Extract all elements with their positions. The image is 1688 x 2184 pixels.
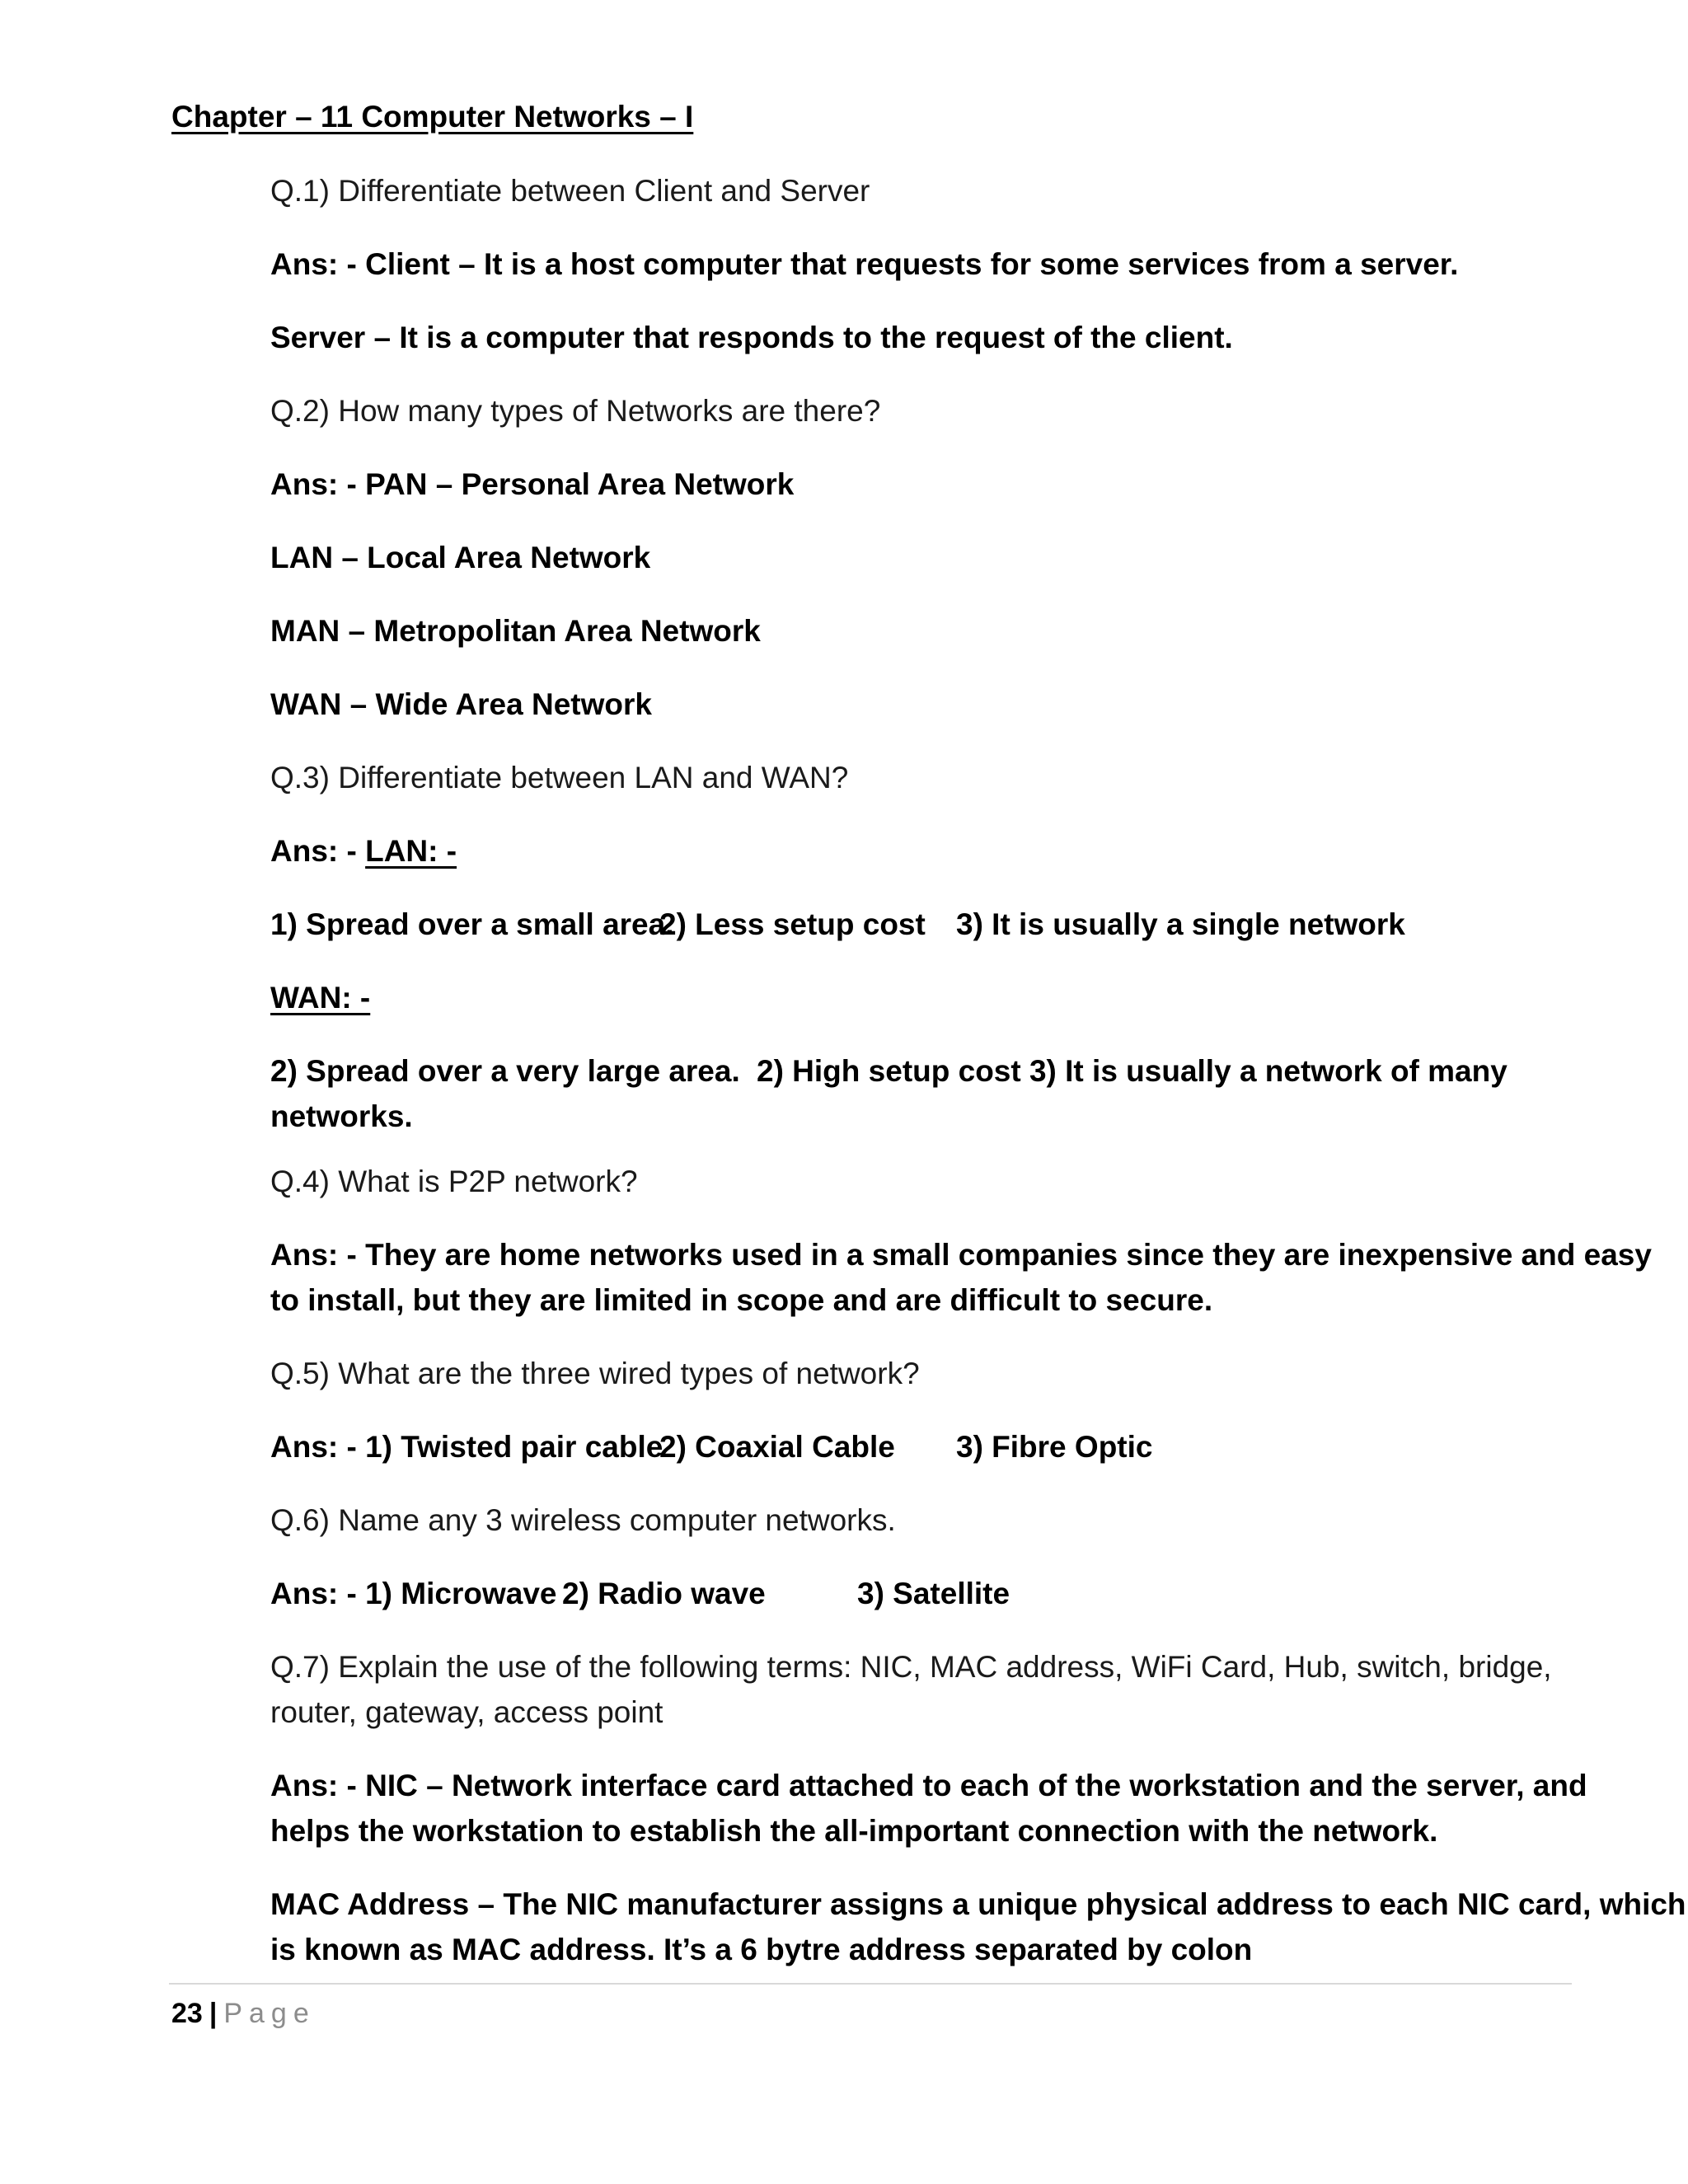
page-footer: [171, 1993, 316, 2034]
answer-5-part-3: 3) Fibre Optic: [956, 1430, 1153, 1464]
question-4: Q.4) What is P2P network?: [270, 1165, 638, 1198]
question-6: Q.6) Name any 3 wireless computer networks.: [270, 1503, 896, 1537]
answer-6-row: [270, 1571, 1589, 1617]
wan-point-2: 2) High setup cost 3) It is usually a network of many: [757, 1054, 1507, 1088]
answer-5-part-1: Ans: - 1) Twisted pair cable: [270, 1430, 663, 1464]
answer-2-wan: WAN – Wide Area Network: [270, 687, 652, 721]
question-2: Q.2) How many types of Networks are there?: [270, 394, 881, 428]
answer-2-pan: Ans: - PAN – Personal Area Network: [270, 467, 795, 501]
answer-2-lan: LAN – Local Area Network: [270, 541, 651, 574]
answer-1-client: Ans: - Client – It is a host computer that requests for some services from a server.: [270, 247, 1459, 281]
answer-4-line-2: to install, but they are limited in scope and are difficult to secure.: [270, 1283, 1213, 1317]
lan-point-2: 2) Less setup cost: [659, 907, 926, 941]
answer-prefix: Ans: -: [270, 834, 366, 868]
question-5: Q.5) What are the three wired types of network?: [270, 1357, 920, 1390]
lan-heading: LAN: -: [365, 834, 457, 868]
lan-point-3: 3) It is usually a single network: [956, 907, 1405, 941]
answer-3-lan-heading-row: [270, 828, 457, 874]
lan-points-row: [270, 902, 1589, 948]
wan-points-row: [270, 1048, 1589, 1094]
answer-7-nic-line-2: helps the workstation to establish the all-important connection with the network.: [270, 1814, 1438, 1848]
answer-2-man: MAN – Metropolitan Area Network: [270, 614, 761, 648]
answer-7-nic-line-1: Ans: - NIC – Network interface card attached to each of the workstation and the server, and: [270, 1769, 1587, 1802]
page-number: 23: [171, 1998, 203, 2029]
question-3: Q.3) Differentiate between LAN and WAN?: [270, 761, 849, 794]
answer-6-part-3: 3) Satellite: [857, 1577, 1010, 1610]
question-7-line-2: router, gateway, access point: [270, 1695, 663, 1729]
wan-heading: WAN: -: [270, 981, 371, 1015]
question-7-line-1: Q.7) Explain the use of the following terms: NIC, MAC address, WiFi Card, Hub, switch, bridge,: [270, 1650, 1552, 1684]
footer-divider: [169, 1983, 1572, 1985]
answer-5-part-2: 2) Coaxial Cable: [659, 1430, 895, 1464]
wan-point-2-continued: networks.: [270, 1099, 413, 1133]
answer-4-line-1: Ans: - They are home networks used in a small companies since they are inexpensive and easy: [270, 1238, 1652, 1272]
answer-7-mac-line-1: MAC Address – The NIC manufacturer assigns a unique physical address to each NIC card, which: [270, 1887, 1686, 1921]
question-1: Q.1) Differentiate between Client and Server: [270, 174, 870, 208]
answer-5-row: [270, 1424, 1589, 1470]
wan-point-1: 2) Spread over a very large area.: [270, 1054, 740, 1088]
answer-7-mac-line-2: is known as MAC address. It’s a 6 bytre address separated by colon: [270, 1933, 1253, 1966]
lan-point-1: 1) Spread over a small area.: [270, 907, 674, 941]
answer-6-part-2: 2) Radio wave: [562, 1577, 766, 1610]
answer-6-part-1: Ans: - 1) Microwave: [270, 1577, 557, 1610]
chapter-title: Chapter – 11 Computer Networks – I: [171, 100, 694, 134]
page-label: Page: [223, 1998, 316, 2029]
answer-1-server: Server – It is a computer that responds to the request of the client.: [270, 321, 1233, 354]
footer-separator: |: [209, 1998, 218, 2029]
